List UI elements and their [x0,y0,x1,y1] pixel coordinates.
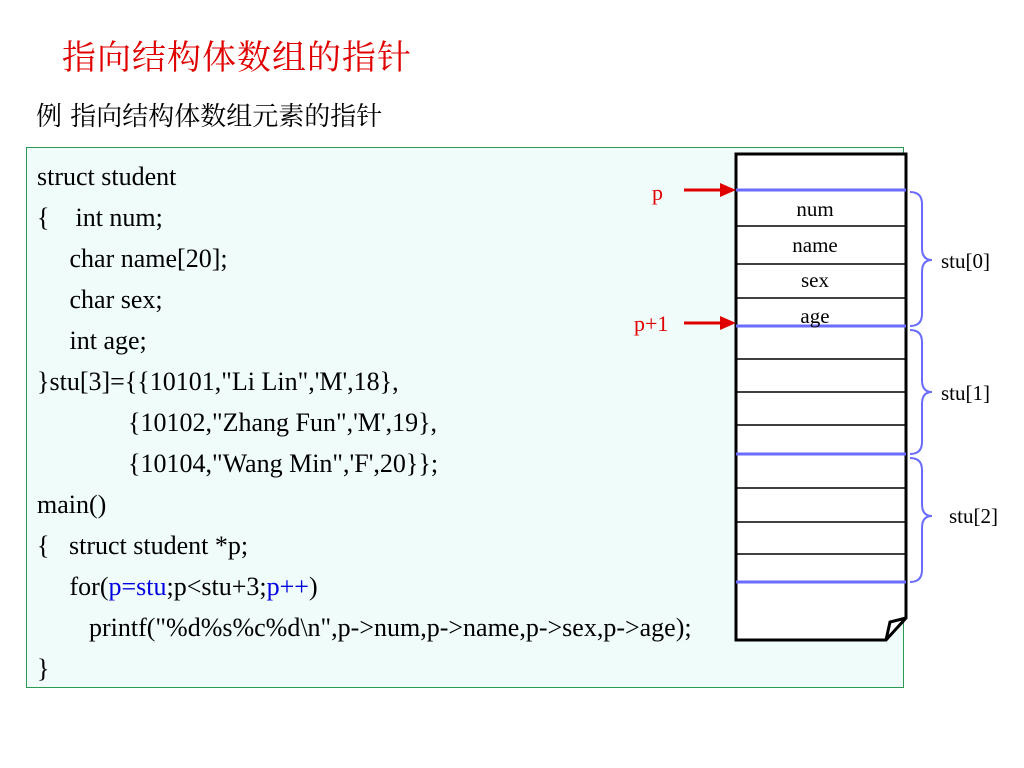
code-line-12: printf("%d%s%c%d\n",p->num,p->name,p->sex,p->age); [37,613,692,642]
code-line-13: } [37,654,50,683]
code-line-4: char sex; [37,285,163,314]
for-init: p=stu [108,572,167,601]
slide-subtitle: 例 指向结构体数组元素的指针 [36,102,383,132]
code-line-7: {10102,"Zhang Fun",'M',19}, [37,408,438,437]
for-cond: ;p<stu+3; [166,572,267,601]
for-prefix: for( [69,572,109,601]
field-sex: sex [801,268,829,292]
code-line-1: struct student [37,162,177,191]
for-suffix: ) [308,572,318,601]
code-line-6: }stu[3]={{10101,"Li Lin",'M',18}, [37,367,399,396]
pointer-p-label: p [652,180,663,205]
group-label-stu2: stu[2] [949,504,998,528]
code-line-3: char name[20]; [37,244,228,273]
slide-title: 指向结构体数组的指针 [62,38,412,78]
code-line-8: {10104,"Wang Min",'F',20}}; [37,449,439,478]
code-line-10: { struct student *p; [37,531,249,560]
field-num: num [796,197,834,221]
brace-stu1 [910,330,932,454]
group-braces [910,192,932,582]
brace-stu0 [910,192,932,326]
pointer-p-arrow-head-icon [720,183,736,197]
code-line-5: int age; [37,326,147,355]
pointer-p1-label: p+1 [634,311,669,336]
group-label-stu1: stu[1] [941,381,990,405]
group-label-stu0: stu[0] [941,249,990,273]
pointer-p1-arrow-head-icon [720,316,736,330]
code-line-2: { int num; [37,203,163,232]
code-line-9: main() [37,490,107,519]
field-age: age [800,304,830,328]
brace-stu2 [910,458,932,582]
for-incr: p++ [266,572,309,601]
memory-block [736,154,906,640]
field-name: name [792,233,838,257]
